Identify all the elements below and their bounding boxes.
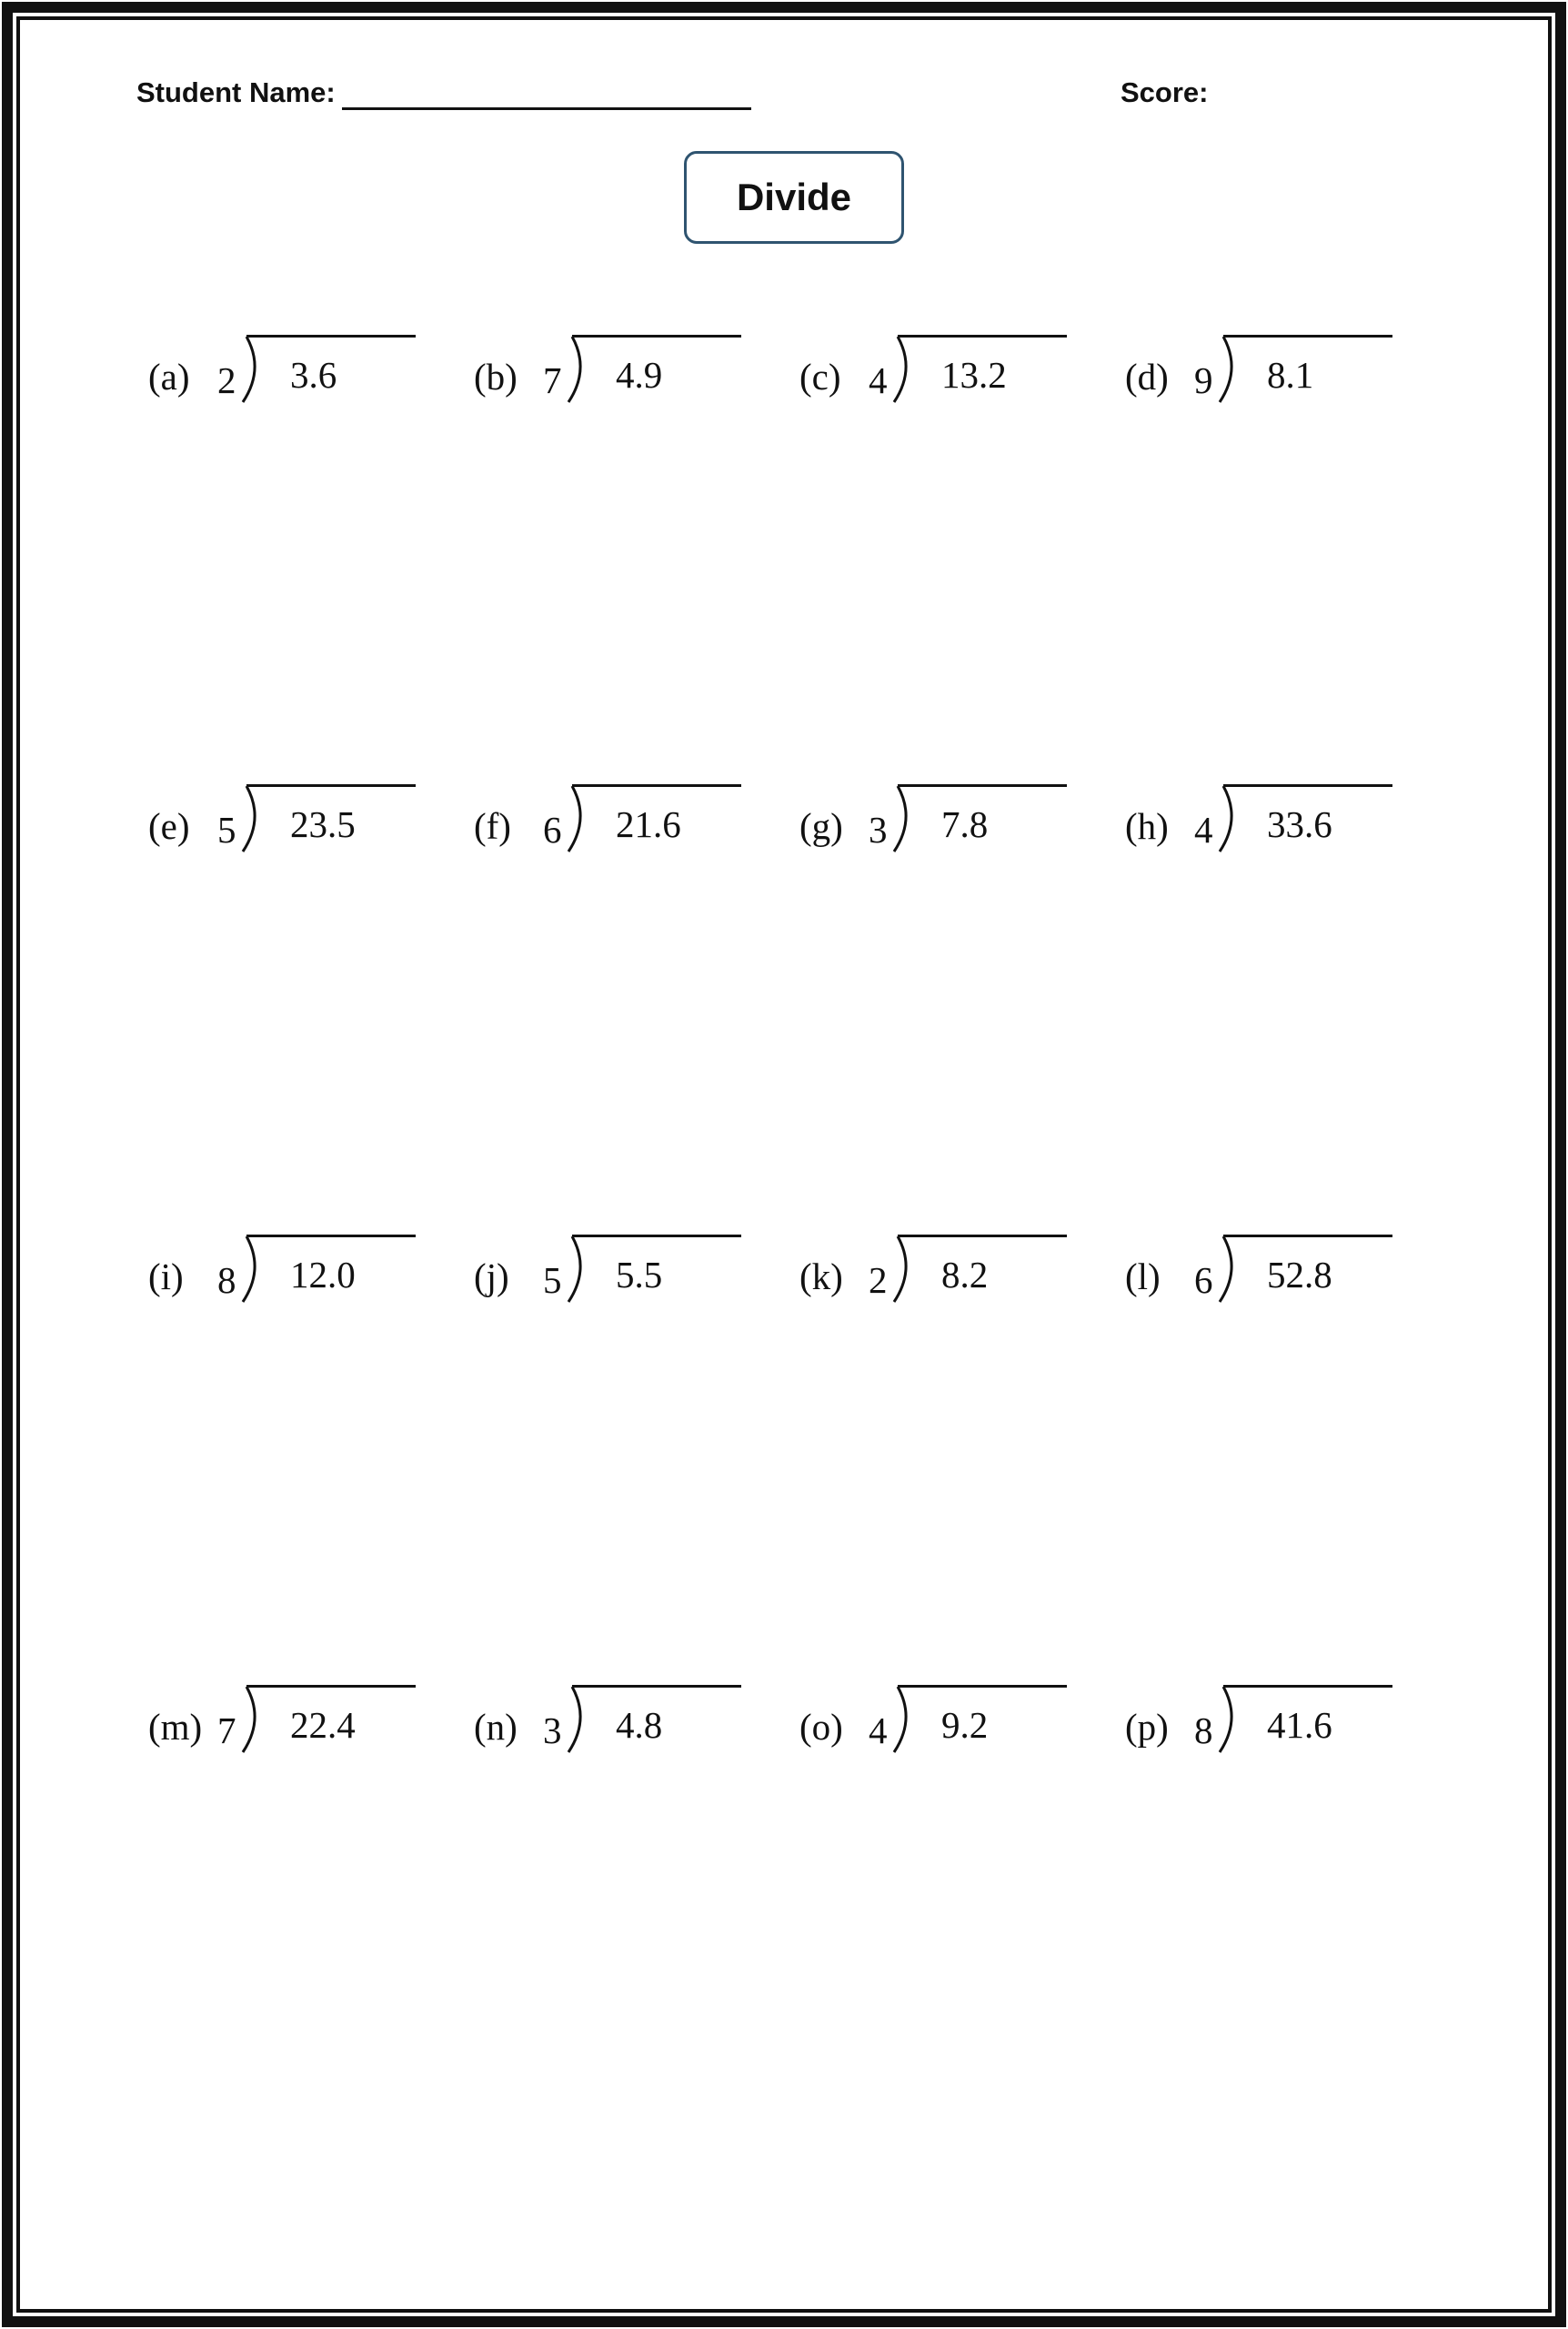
division-bracket-icon [561,1233,592,1304]
division-bracket-icon [236,1683,266,1754]
dividend: 4.8 [616,1704,663,1746]
score-label: Score: [1121,76,1209,108]
problem-label: (e) [148,805,190,847]
division-problem [474,1681,747,1763]
division-problem [148,1231,421,1313]
division-bracket-icon [1212,1233,1243,1304]
division-bar [1223,335,1392,338]
dividend: 13.2 [941,354,1007,396]
dividend: 4.9 [616,354,663,396]
division-bar [572,784,741,787]
division-bracket-icon [887,1683,918,1754]
division-bracket-icon [236,1233,266,1304]
division-bar [246,1235,416,1237]
division-bracket-icon [887,333,918,404]
division-bar [898,335,1067,338]
dividend: 33.6 [1267,803,1332,845]
dividend: 8.2 [941,1254,989,1296]
division-bar [1223,1685,1392,1688]
dividend: 9.2 [941,1704,989,1746]
division-problem [1125,1231,1398,1313]
division-bracket-icon [1212,1683,1243,1754]
division-bracket-icon [561,333,592,404]
division-problem [148,331,421,413]
division-problem [799,1231,1072,1313]
division-bar [246,784,416,787]
problem-label: (p) [1125,1706,1169,1748]
division-bar [572,1685,741,1688]
division-problem [1125,331,1398,413]
divisor: 3 [869,809,888,851]
divisor: 3 [543,1709,562,1751]
divisor: 6 [1194,1259,1213,1301]
division-problem [148,781,421,862]
problem-label: (n) [474,1706,518,1748]
dividend: 21.6 [616,803,681,845]
problem-label: (l) [1125,1255,1161,1297]
division-bar [1223,1235,1392,1237]
division-bar [246,335,416,338]
division-bar [898,784,1067,787]
divisor: 9 [1194,359,1213,401]
division-problem [799,331,1072,413]
dividend: 3.6 [290,354,337,396]
dividend: 12.0 [290,1254,356,1296]
problem-label: (m) [148,1706,203,1748]
division-problem [148,1681,421,1763]
problem-label: (o) [799,1706,843,1748]
division-bracket-icon [887,782,918,853]
division-problem [1125,781,1398,862]
student-name-line[interactable] [342,107,751,110]
problem-label: (d) [1125,356,1169,398]
dividend: 22.4 [290,1704,356,1746]
divisor: 6 [543,809,562,851]
problem-label: (i) [148,1255,184,1297]
problem-label: (g) [799,805,843,847]
problem-label: (j) [474,1255,509,1297]
division-bar [246,1685,416,1688]
problem-label: (b) [474,356,518,398]
dividend: 5.5 [616,1254,663,1296]
problem-label: (h) [1125,805,1169,847]
divisor: 2 [869,1259,888,1301]
division-bar [572,335,741,338]
dividend: 52.8 [1267,1254,1332,1296]
divisor: 5 [543,1259,562,1301]
problem-label: (a) [148,356,190,398]
division-bar [898,1685,1067,1688]
divisor: 8 [217,1259,236,1301]
division-bar [572,1235,741,1237]
division-bar [1223,784,1392,787]
divisor: 4 [1194,809,1213,851]
division-bracket-icon [1212,782,1243,853]
division-bracket-icon [236,782,266,853]
dividend: 7.8 [941,803,989,845]
divisor: 7 [543,359,562,401]
division-problem [474,781,747,862]
division-problem [799,781,1072,862]
dividend: 41.6 [1267,1704,1332,1746]
divisor: 4 [869,359,888,401]
worksheet-title: Divide [736,176,852,218]
division-bracket-icon [236,333,266,404]
division-bar [898,1235,1067,1237]
division-problem [474,1231,747,1313]
divisor: 7 [217,1709,236,1751]
division-problem [799,1681,1072,1763]
divisor: 4 [869,1709,888,1751]
division-bracket-icon [887,1233,918,1304]
divisor: 2 [217,359,236,401]
dividend: 8.1 [1267,354,1314,396]
divisor: 8 [1194,1709,1213,1751]
divisor: 5 [217,809,236,851]
student-name-label: Student Name: [136,76,336,108]
dividend: 23.5 [290,803,356,845]
division-problem [1125,1681,1398,1763]
problem-label: (f) [474,805,511,847]
problem-label: (k) [799,1255,843,1297]
division-bracket-icon [1212,333,1243,404]
division-bracket-icon [561,1683,592,1754]
worksheet-title-box [684,151,904,244]
division-problem [474,331,747,413]
division-bracket-icon [561,782,592,853]
problem-label: (c) [799,356,841,398]
